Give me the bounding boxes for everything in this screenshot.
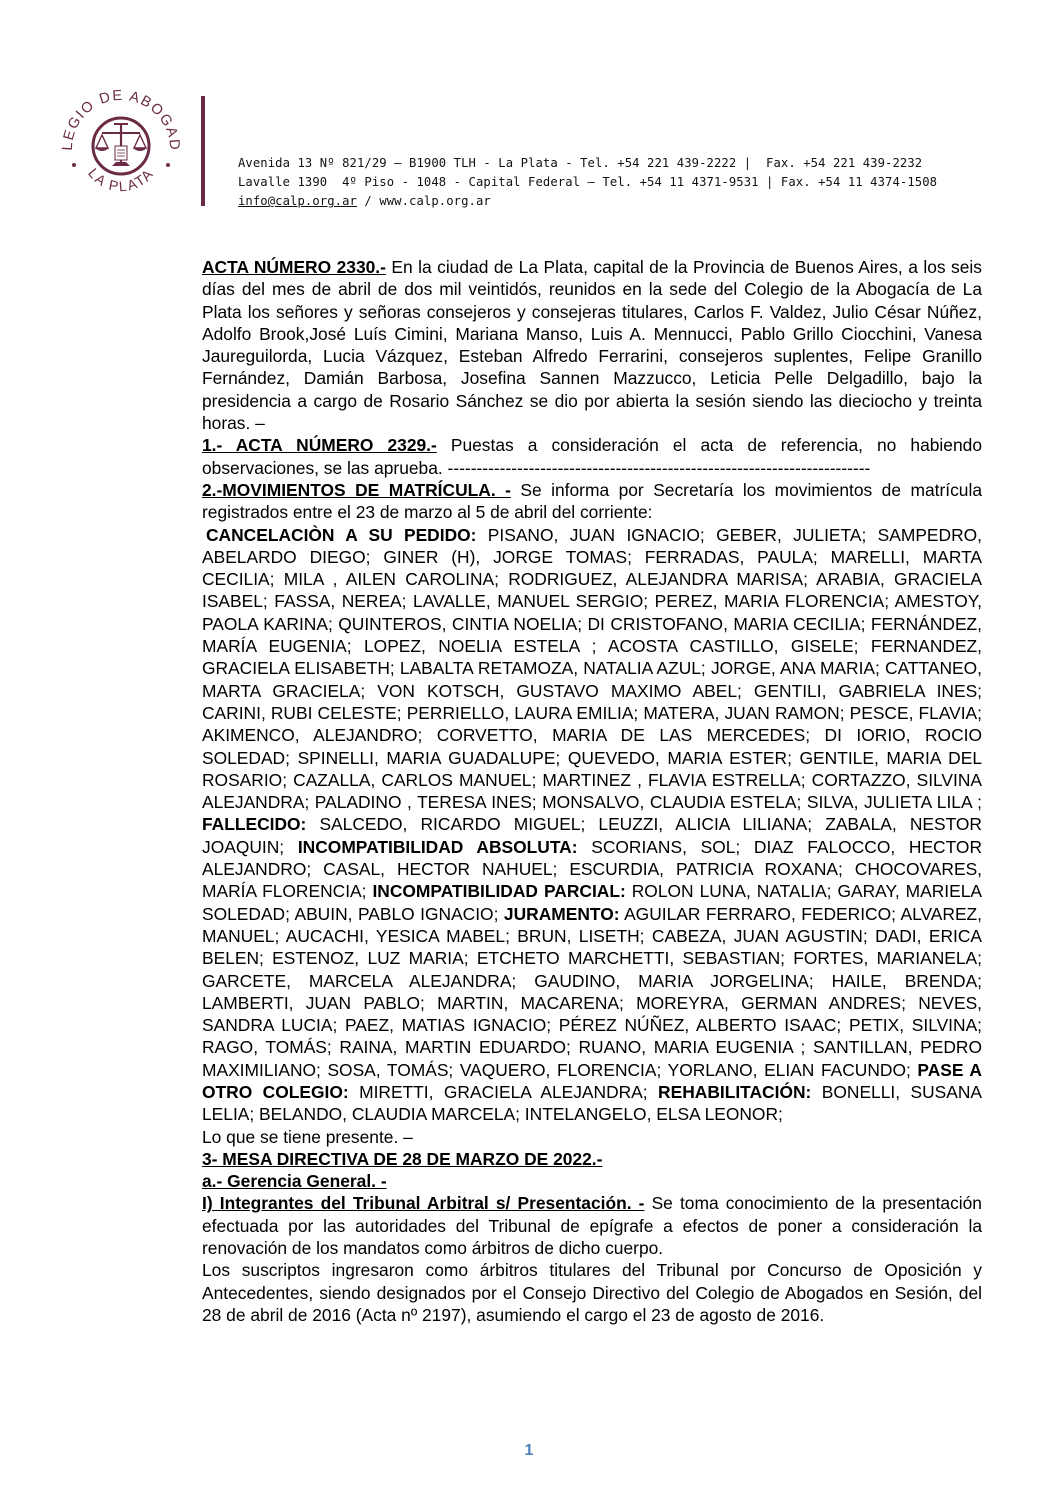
- email-link[interactable]: info@calp.org.ar: [238, 194, 357, 208]
- acta-paragraph: [202, 256, 982, 434]
- point1-label: I) Integrantes del Tribunal Arbitral s/ Presentación. -: [202, 1193, 645, 1214]
- scales-of-justice-icon: [52, 80, 190, 218]
- inc-abs-names: SCORIANS, SOL; DIAZ FALOCCO, HECTOR ALEJANDRO; CASAL, HECTOR NAHUEL; ESCURDIA, PATRICIA ROXANA; CHOCOVARES, MARÍA FLORENCIA;: [202, 836, 983, 902]
- page-number: 1: [524, 1442, 534, 1459]
- acta-title: ACTA NÚMERO 2330.-: [202, 257, 386, 277]
- item2-paragraph: [202, 479, 982, 524]
- item2-title: 2.-MOVIMIENTOS DE MATRÍCULA. -: [202, 479, 511, 500]
- header-address: [238, 154, 937, 211]
- pase-label: PASE A OTRO COLEGIO:: [202, 1059, 982, 1102]
- item3-point1-text2: Los suscriptos ingresaron como árbitros titulares del Tribunal por Concurso de Oposición y Antecedentes, siendo designados por el Consejo Directivo del Colegio de Abogados en Sesión, del 28 de abril de 2016 (Acta nº 2197), asumiendo el cargo el 23 de agosto de 2016.: [202, 1260, 982, 1325]
- item2-text: Se informa por Secretaría los movimientos de matrícula registrados entre el 23 de marzo al 5 de abril del corriente:: [202, 479, 983, 523]
- logo-bottom-text: LA PLATA: [85, 164, 157, 195]
- item3-title: 3- MESA DIRECTIVA DE 28 DE MARZO DE 2022.-: [202, 1148, 603, 1169]
- item1-title: 1.- ACTA NÚMERO 2329.-: [202, 435, 437, 456]
- svg-text:LA PLATA: [85, 165, 157, 195]
- colegio-logo: [52, 80, 190, 218]
- item1-paragraph: [202, 434, 982, 479]
- rehab-label: REHABILITACIÓN:: [658, 1081, 812, 1102]
- fallecido-label: FALLECIDO:: [202, 814, 307, 835]
- matricula-movements: [202, 524, 982, 1126]
- header-divider-bar: [201, 96, 205, 206]
- website-link[interactable]: www.calp.org.ar: [379, 194, 491, 208]
- logo-arc-text: LEGIO DE ABOGAD: [59, 87, 183, 152]
- pase-names: MIRETTI, GRACIELA ALEJANDRA;: [348, 1081, 659, 1102]
- cancel-names: PISANO, JUAN IGNACIO; GEBER, JULIETA; SAMPEDRO, ABELARDO DIEGO; GINER (H), JORGE TOMAS; FERRADAS, PAULA; MARELLI, MARTA CECILIA; MILA , AILEN CAROLINA; RODRIGUEZ, ALEJANDRA MARISA; ARABIA, GRACIELA ISABEL; FASSA, NEREA; LAVALLE, MANUEL SERGIO; PEREZ, MARIA FLORENCIA; AMESTOY, PAOLA KARINA; QUINTEROS, CINTIA NOELIA; DI CRISTOFANO, MARIA CECILIA; FERNÁNDEZ, MARÍA EUGENIA; LOPEZ, NOELIA ESTELA ; ACOSTA CASTILLO, GISELE; FERNANDEZ, GRACIELA ELISABETH; LABALTA RETAMOZA, NATALIA AZUL; JORGE, ANA MARIA; CATTANEO, MARTA GRACIELA; VON KOTSCH, GUSTAVO MAXIMO ABEL; GENTILI, GABRIELA INES; CARINI, RUBI CELESTE; PERRIELLO, LAURA EMILIA; MATERA, JUAN RAMON; PESCE, FLAVIA; AKIMENCO, ALEJANDRO; CORVETTO, MARIA DE LAS MERCEDES; DI IORIO, ROCIO SOLEDAD; SPINELLI, MARIA GUADALUPE; QUEVEDO, MARIA ESTER; GENTILE, MARIA DEL ROSARIO; CAZALLA, CARLOS MANUEL; MARTINEZ , FLAVIA ESTRELLA; CORTAZZO, SILVINA ALEJANDRA; PALADINO , TERESA INES; MONSALVO, CLAUDIA ESTELA; SILVA, JULIETA LILA ;: [202, 524, 982, 813]
- inc-par-names: ROLON LUNA, NATALIA; GARAY, MARIELA SOLEDAD; ABUIN, PABLO IGNACIO;: [202, 881, 983, 924]
- fallecido-names: SALCEDO, RICARDO MIGUEL; LEUZZI, ALICIA LILIANA; ZABALA, NESTOR JOAQUIN;: [202, 814, 982, 857]
- cancel-label: CANCELACIÒN A SU PEDIDO:: [206, 524, 477, 545]
- item3-sub-a: a.- Gerencia General. -: [202, 1171, 387, 1192]
- item2-closing: Lo que se tiene presente. –: [202, 1126, 413, 1147]
- item1-text: Puestas a consideración el acta de referencia, no habiendo observaciones, se las aprueba. -------------------------------------------------------------------------: [202, 435, 982, 478]
- rehab-names: BONELLI, SUSANA LELIA; BELANDO, CLAUDIA MARCELA; INTELANGELO, ELSA LEONOR;: [202, 1081, 982, 1125]
- address-separator: /: [357, 194, 380, 208]
- item3-point1: [202, 1192, 982, 1259]
- juramento-label: JURAMENTO:: [503, 903, 620, 924]
- inc-abs-label: INCOMPATIBILIDAD ABSOLUTA:: [297, 836, 578, 857]
- point1-text: Se toma conocimiento de la presentación efectuada por las autoridades del Tribunal de epígrafe a efectos de poner a consideración la renovación de los mandatos como árbitros de dicho cuerpo.: [202, 1193, 982, 1259]
- acta-intro: En la ciudad de La Plata, capital de la Provincia de Buenos Aires, a los seis días del mes de abril de dos mil veintidós, reunidos en la sede del Colegio de la Abogacía de La Plata los señores y señoras consejeros y consejeras titulares, Carlos F. Valdez, Julio César Núñez, Adolfo Brook,José Luís Cimini, Mariana Manso, Luis A. Mennucci, Pablo Grillo Ciocchini, Vanesa Jaureguilorda, Lucia Vázquez, Esteban Alfredo Ferrarini, consejeros suplentes, Felipe Granillo Fernández, Damián Barbosa, Josefina Sannen Mazzucco, Leticia Pelle Delgadillo, bajo la presidencia a cargo de Rosario Sánchez se dio por abierta la sesión siendo las dieciocho y treinta horas. –: [202, 257, 982, 434]
- address-line-2: Lavalle 1390 4º Piso - 1048 - Capital Federal – Tel. +54 11 4371-9531 | Fax. +54 11 4374-1508: [238, 175, 938, 189]
- address-line-1: Avenida 13 Nº 821/29 – B1900 TLH - La Plata - Tel. +54 221 439-2222 | Fax. +54 221 439-2232: [238, 156, 923, 170]
- inc-par-label: INCOMPATIBILIDAD PARCIAL:: [372, 881, 626, 902]
- document-body: [202, 256, 982, 1326]
- juramento-names: AGUILAR FERRARO, FEDERICO; ALVAREZ, MANUEL; AUCACHI, YESICA MABEL; BRUN, LISETH; CABEZA, JUAN AGUSTIN; DADI, ERICA BELEN; ESTENOZ, LUZ MARIA; ETCHETO MARCHETTI, SEBASTIAN; FORTES, MARIANELA; GARCETE, MARCELA ALEJANDRA; GAUDINO, MARIA JORGELINA; HAILE, BRENDA; LAMBERTI, JUAN PABLO; MARTIN, MACARENA; MOREYRA, GERMAN ANDRES; NEVES, SANDRA LUCIA; PAEZ, MATIAS IGNACIO; PÉREZ NÚÑEZ, ALBERTO ISAAC; PETIX, SILVINA; RAGO, TOMÁS; RAINA, MARTIN EDUARDO; RUANO, MARIA EUGENIA ; SANTILLAN, PEDRO MAXIMILIANO; SOSA, TOMÁS; VAQUERO, FLORENCIA; YORLANO, ELIAN FACUNDO;: [202, 903, 982, 1080]
- svg-text:COLEGIO DE ABOGADOS: [52, 80, 182, 152]
